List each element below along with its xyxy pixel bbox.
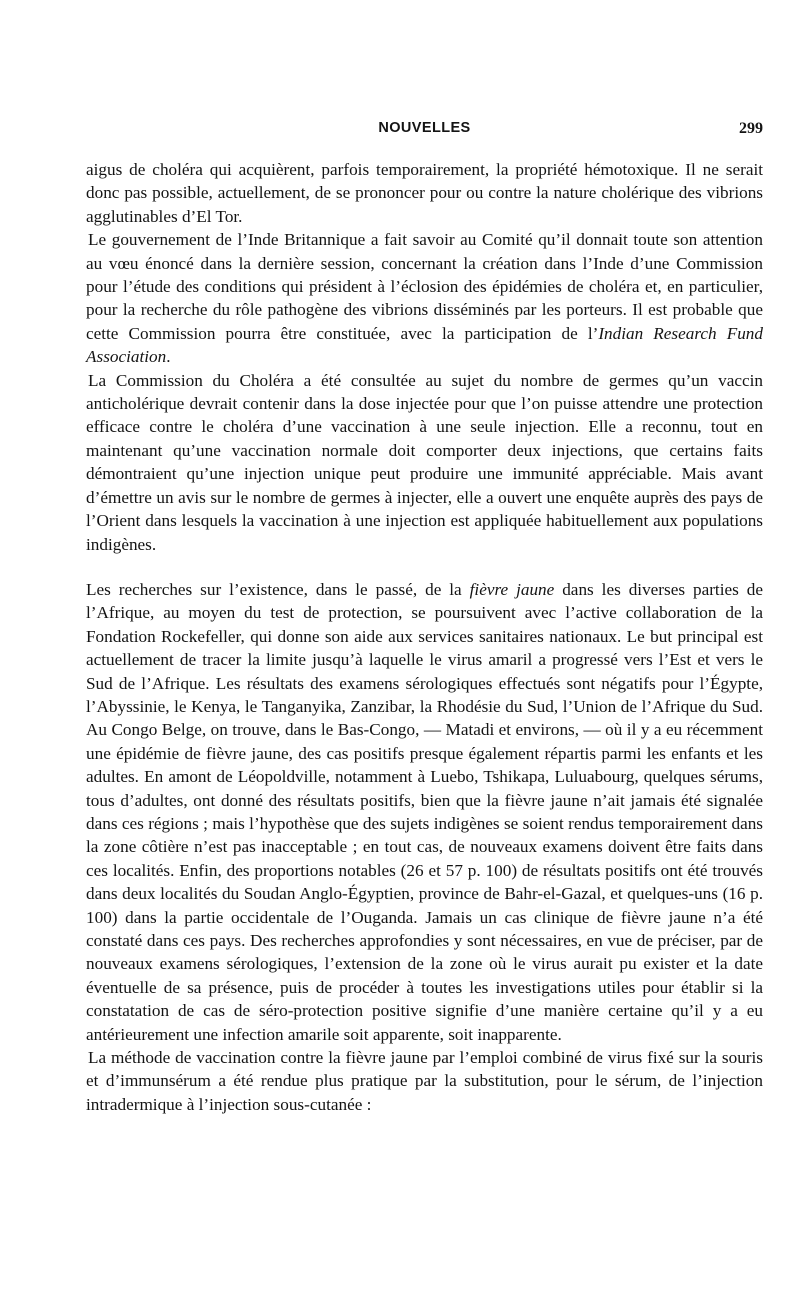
section-gap [86, 556, 763, 578]
paragraph-continuation: aigus de choléra qui acquièrent, parfois temporairement, la propriété hémotoxique. Il ne serait donc pas possible, actuellement, de se prononcer pour ou contre la nature cholérique des vibrions agglutinables d’El Tor. [86, 160, 763, 226]
running-title: NOUVELLES [378, 120, 471, 136]
page-number: 299 [739, 120, 763, 137]
paragraph-vaccination-method: La méthode de vaccination contre la fièvre jaune par l’emploi combiné de virus fixé sur la souris et d’immunsérum a été rendue plus pratique par la substitution, pour le sérum, de l’injection intradermique à l’injection sous-cutanée : [86, 1048, 763, 1114]
paragraph-indian-commission [86, 228, 763, 368]
body-text [86, 158, 763, 1116]
paragraph-cholera-vaccine: La Commission du Choléra a été consultée au sujet du nombre de germes qu’un vaccin anticholérique devrait contenir dans la dose injectée pour que l’on puisse attendre une protection efficace contre le choléra d’une vaccination à une seule injection. Elle a reconnu, tout en maintenant qu’une vaccination normale doit comporter deux injections, que certains faits démontraient qu’une injection unique peut produire une immunité appréciable. Mais avant d’émettre un avis sur le nombre de germes à injecter, elle a ouvert une enquête auprès des pays de l’Orient dans lesquels la vaccination à une injection est appliquée habituellement aux populations indigènes. [86, 370, 763, 554]
paragraph-text-end: . [166, 347, 171, 367]
running-header [86, 120, 763, 144]
paragraph-text: Les recherches sur l’existence, dans le passé, de la [86, 579, 470, 599]
italic-association-name: Indian Research Fund Association [86, 323, 763, 367]
italic-yellow-fever: fièvre jaune [469, 579, 555, 599]
paragraph-text-rest: dans les diverses parties de l’Afrique, au moyen du test de protection, se poursuivent avec l’active collaboration de la Fondation Rockefeller, qui donne son aide aux services sanitaires nationaux. Le but principal est actuellement de tracer la limite jusqu’à laquelle le virus amaril a progressé vers l’Est et vers le Sud de l’Afrique. Les résultats des examens sérologiques effectués sont négatifs pour l’Égypte, l’Abyssinie, le Kenya, le Tanganyika, Zanzibar, la Rhodésie du Sud, l’Union de l’Afrique du Sud. Au Congo Belge, on trouve, dans le Bas-Congo, — Matadi et environs, — où il y a eu récemment une épidémie de fièvre jaune, des cas positifs presque également répartis parmi les enfants et les adultes. En amont de Léopoldville, notamment à Luebo, Tshikapa, Luluabourg, quelques sérums, tous d’adultes, ont donné des résultats positifs, bien que la fièvre jaune n’ait jamais été signalée dans ces régions ; mais l’hypothèse que des sujets indigènes se soient rendus temporairement dans la zone côtière n’est pas inacceptable ; en tout cas, de nouveaux examens doivent être faits dans ces localités. Enfin, des proportions notables (26 et 57 p. 100) de résultats positifs ont été trouvés dans deux localités du Soudan Anglo-Égyptien, province de Bahr-el-Gazal, et quelques-uns (16 p. 100) dans la partie occidentale de l’Ouganda. Jamais un cas clinique de fièvre jaune n’a été constaté dans ces pays. Des recherches approfondies y sont nécessaires, en vue de préciser, par de nouveaux examens sérologiques, l’extension de la zone où le virus aurait pu exister et la date éventuelle de sa présence, puis de procéder à toutes les investigations utiles pour établir si la constatation de cas de séro-protection positive signifie d’une manière certaine qu’il y a eu antérieurement une infection amarile soit apparente, soit inapparente. [86, 579, 763, 1044]
paragraph-text: Le gouvernement de l’Inde Britannique a fait savoir au Comité qu’il donnait toute son attention au vœu énoncé dans la dernière session, concernant la création dans l’Inde d’une Commission pour l’étude des conditions qui président à l’éclosion des épidémies de choléra et, en particulier, pour la recherche du rôle pathogène des vibrions disséminés par les porteurs. Il est probable que cette Commission pourra être constituée, avec la participation de l’ [86, 230, 763, 343]
paragraph-yellow-fever [86, 578, 763, 1046]
